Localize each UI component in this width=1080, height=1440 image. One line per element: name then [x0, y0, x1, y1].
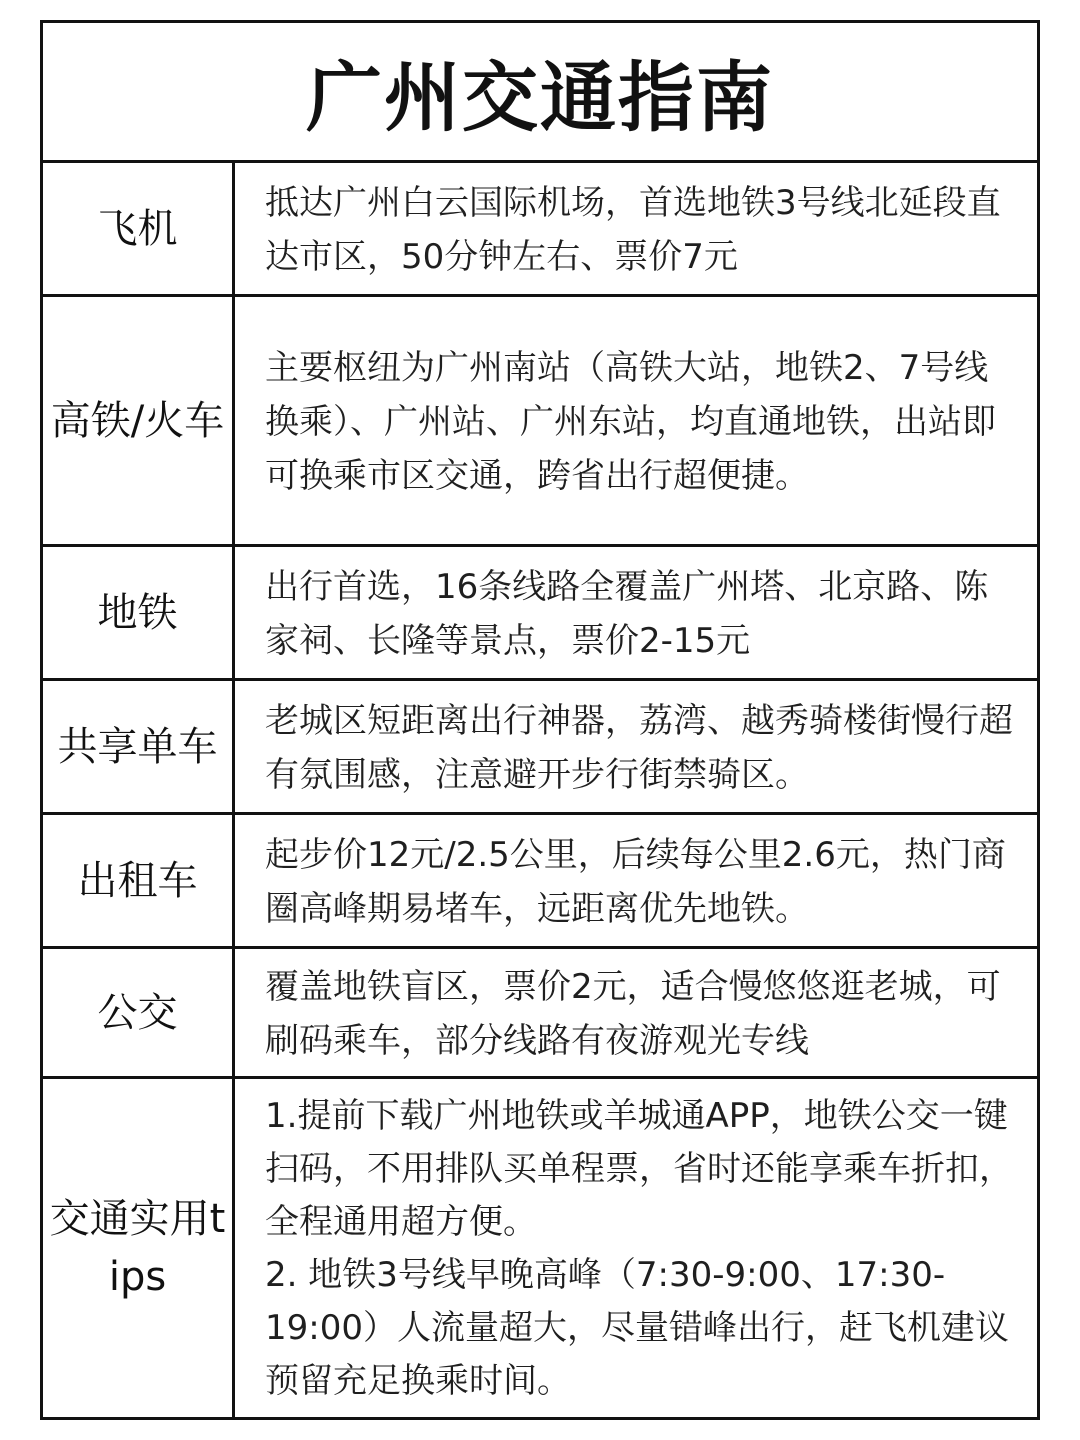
row-label-bus: 公交	[43, 949, 235, 1076]
row-content-airplane	[235, 163, 1037, 294]
row-label-airplane: 飞机	[43, 163, 235, 294]
row-text-shared-bike: 老城区短距离出行神器，荔湾、越秀骑楼街慢行超有氛围感，注意避开步行街禁骑区。	[265, 700, 1013, 795]
row-text-bus: 覆盖地铁盲区，票价2元，适合慢悠悠逛老城，可刷码乘车，部分线路有夜游观光专线	[265, 966, 1001, 1061]
row-bus	[43, 949, 1037, 1079]
row-label-high-speed-rail: 高铁/火车	[43, 297, 235, 544]
row-content-shared-bike	[235, 681, 1037, 812]
row-airplane	[43, 163, 1037, 297]
row-subway	[43, 547, 1037, 681]
row-text-transport-tips: 1.提前下载广州地铁或羊城通APP，地铁公交一键扫码，不用排队买单程票，省时还能享乘车折扣，全程通用超方便。 2. 地铁3号线早晚高峰（7:30-9:00、17:30-19:00）人流量超大，尽量错峰出行，赶飞机建议预留充足换乘时间。	[265, 1096, 1013, 1401]
row-transport-tips	[43, 1079, 1037, 1417]
row-text-high-speed-rail: 主要枢纽为广州南站（高铁大站，地铁2、7号线换乘）、广州站、广州东站，均直通地铁，出站即可换乘市区交通，跨省出行超便捷。	[265, 347, 996, 496]
row-content-high-speed-rail	[235, 297, 1037, 544]
row-label-taxi: 出租车	[43, 815, 235, 946]
title-row	[43, 23, 1037, 163]
row-high-speed-rail	[43, 297, 1037, 547]
row-taxi	[43, 815, 1037, 949]
row-label-shared-bike: 共享单车	[43, 681, 235, 812]
row-text-taxi: 起步价12元/2.5公里，后续每公里2.6元，热门商圈高峰期易堵车，远距离优先地铁。	[265, 834, 1006, 929]
row-text-airplane: 抵达广州白云国际机场，首选地铁3号线北延段直达市区，50分钟左右、票价7元	[265, 182, 1001, 277]
row-content-bus	[235, 949, 1037, 1076]
row-content-taxi	[235, 815, 1037, 946]
page-title: 广州交通指南	[306, 53, 774, 142]
row-label-transport-tips: 交通实用tips	[43, 1079, 235, 1417]
row-shared-bike	[43, 681, 1037, 815]
row-content-transport-tips	[235, 1079, 1037, 1417]
transport-guide-table	[40, 20, 1040, 1420]
guide-rows	[43, 163, 1037, 1417]
row-label-subway: 地铁	[43, 547, 235, 678]
row-content-subway	[235, 547, 1037, 678]
row-text-subway: 出行首选，16条线路全覆盖广州塔、北京路、陈家祠、长隆等景点，票价2-15元	[265, 566, 989, 661]
